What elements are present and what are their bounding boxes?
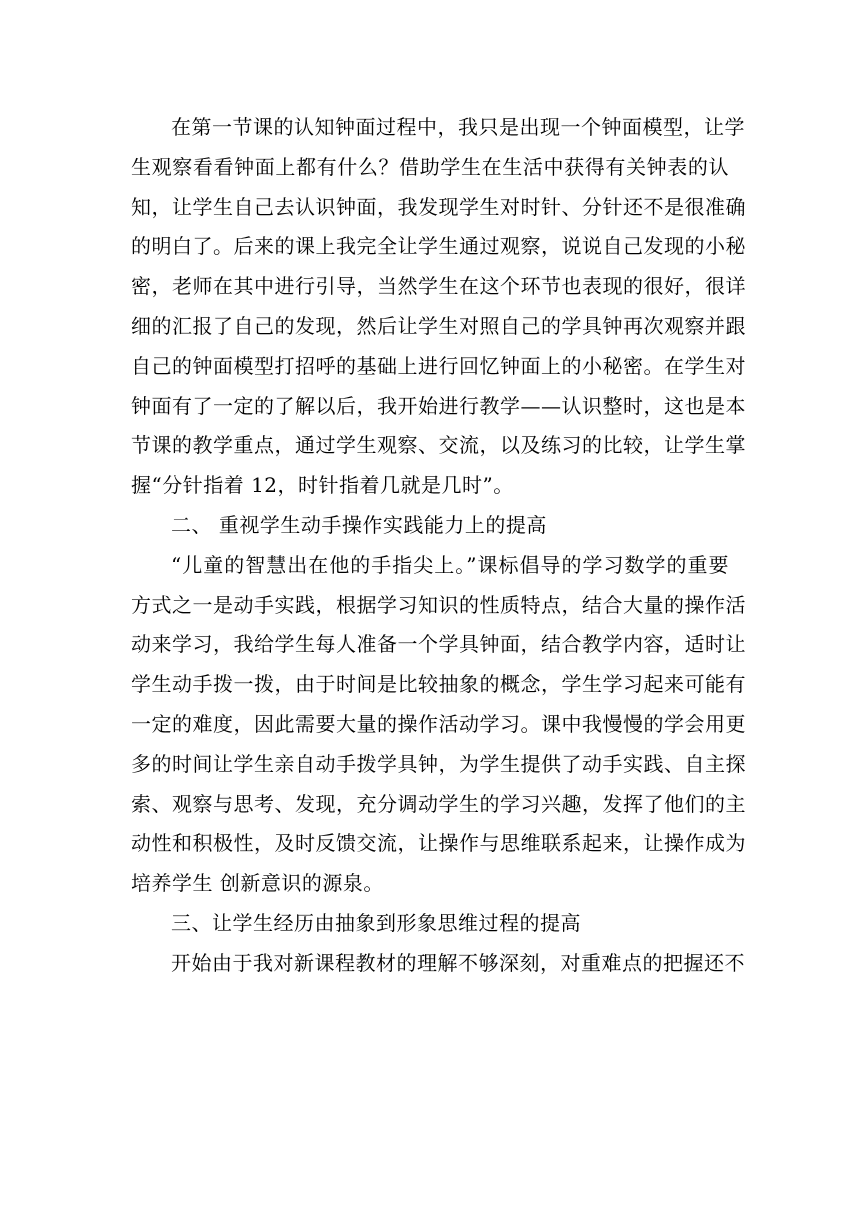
text-line: 密，老师在其中进行引导，当然学生在这个环节也表现的很好，很详 xyxy=(131,274,746,299)
paragraph-clock-face-recognition xyxy=(131,108,746,506)
text-line: 多的时间让学生亲自动手拨学具钟，为学生提供了动手实践、自主探 xyxy=(131,751,746,776)
text-line: 自己的钟面模型打招呼的基础上进行回忆钟面上的小秘密。在学生对 xyxy=(131,353,746,378)
text-line: 在第一节课的认知钟面过程中，我只是出现一个钟面模型，让学 xyxy=(171,115,745,139)
text-line: “儿童的智慧出在他的手指尖上。”课标倡导的学习数学的重要 xyxy=(171,552,729,577)
text-line: 培养学生 创新意识的源泉。 xyxy=(131,871,384,896)
paragraph-abstract-thinking xyxy=(131,944,745,984)
text-line: 生观察看看钟面上都有什么？借助学生在生活中获得有关钟表的认 xyxy=(131,154,729,179)
text-line: 方式之一是动手实践，根据学习知识的性质特点，结合大量的操作活 xyxy=(131,592,746,617)
document-body xyxy=(131,108,746,984)
text-line: 知，让学生自己去认识钟面，我发现学生对时针、分针还不是很准确 xyxy=(131,194,746,219)
text-line: 一定的难度，因此需要大量的操作活动学习。课中我慢慢的学会用更 xyxy=(131,711,746,736)
text-line: 学生动手拨一拨，由于时间是比较抽象的概念，学生学习起来可能有 xyxy=(131,672,746,697)
text-line: 握“分针指着 12，时针指着几就是几时”。 xyxy=(131,473,514,498)
text-line: 开始由于我对新课程教材的理解不够深刻，对重难点的把握还不 xyxy=(171,950,745,975)
text-line: 钟面有了一定的了解以后，我开始进行教学——认识整时，这也是本 xyxy=(131,393,746,418)
paragraph-hands-on-practice xyxy=(131,546,746,904)
text-line: 动性和积极性，及时反馈交流，让操作与思维联系起来，让操作成为 xyxy=(131,831,746,856)
text-line: 的明白了。后来的课上我完全让学生通过观察，说说自己发现的小秘 xyxy=(131,234,746,259)
text-line: 细的汇报了自己的发现，然后让学生对照自己的学具钟再次观察并跟 xyxy=(131,313,746,338)
text-line: 动来学习，我给学生每人准备一个学具钟面，结合教学内容，适时让 xyxy=(131,632,746,657)
section-heading-2: 二、 重视学生动手操作实践能力上的提高 xyxy=(171,512,547,537)
section-heading-3: 三、让学生经历由抽象到形象思维过程的提高 xyxy=(171,910,581,935)
text-line: 索、观察与思考、发现，充分调动学生的学习兴趣，发挥了他们的主 xyxy=(131,791,746,816)
text-line: 节课的教学重点，通过学生观察、交流，以及练习的比较，让学生掌 xyxy=(131,433,746,458)
